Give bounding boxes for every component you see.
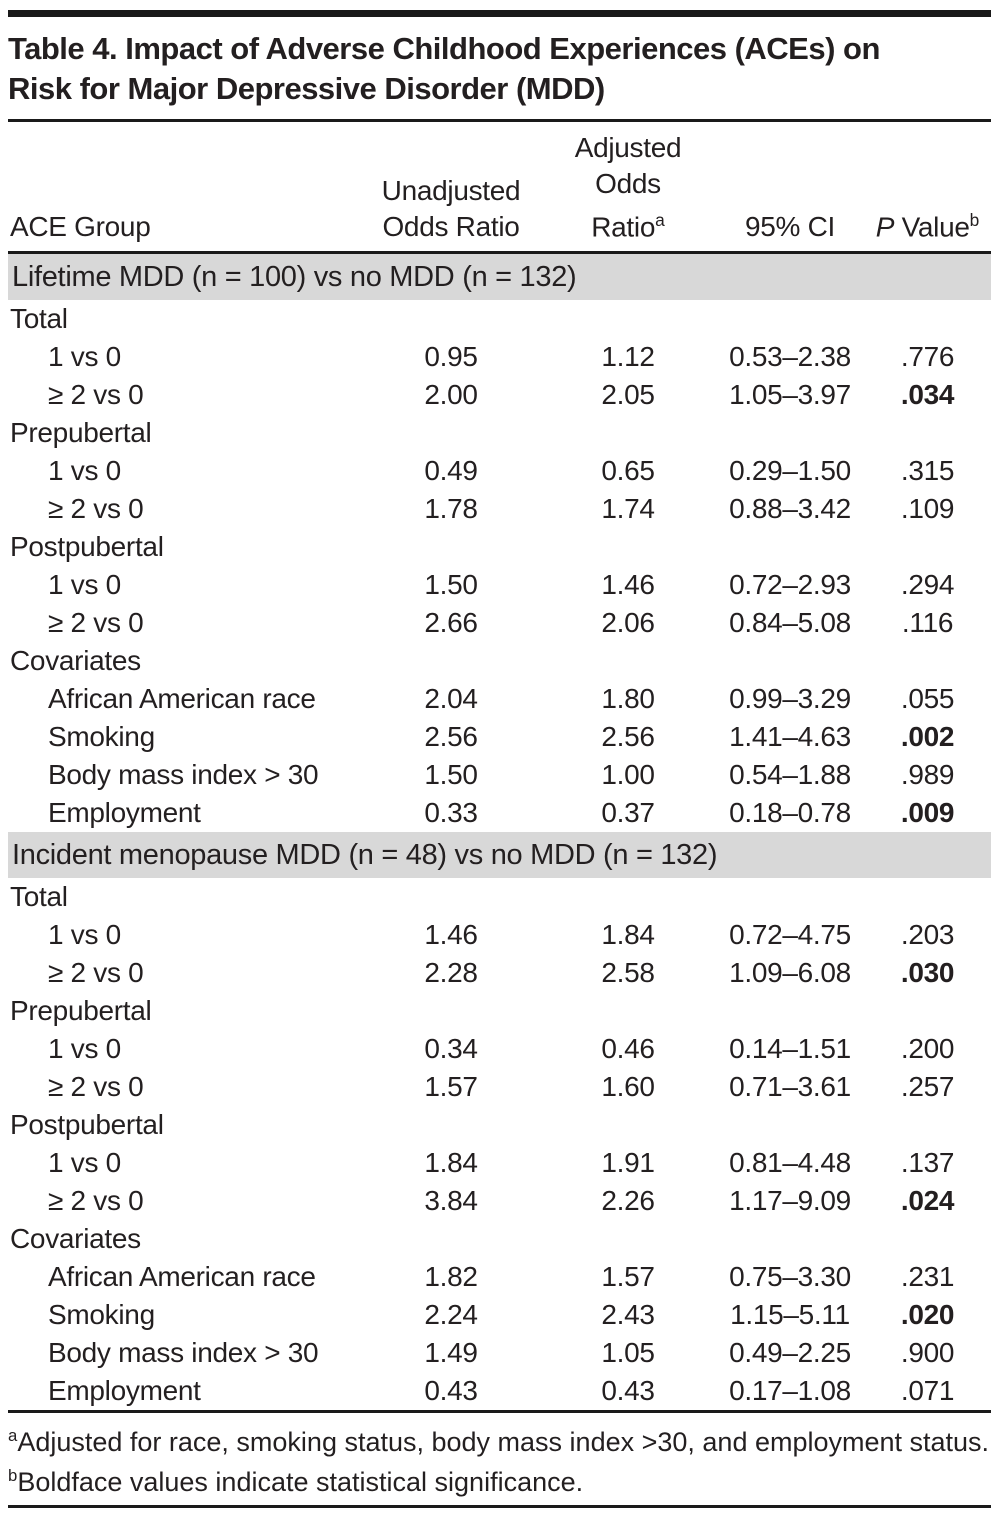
adjusted-or-cell: 2.56 xyxy=(601,721,655,753)
col-header-ci: 95% CI xyxy=(716,122,864,253)
p-value-cell xyxy=(864,642,991,680)
ci-cell: 1.41–4.63 xyxy=(729,721,851,753)
unadjusted-or-cell: 1.50 xyxy=(424,569,478,601)
unadjusted-or-cell: 1.57 xyxy=(424,1071,478,1103)
unadjusted-or-cell: 0.49 xyxy=(424,455,478,487)
table-row xyxy=(8,916,991,954)
unadjusted-or-cell: 0.33 xyxy=(424,797,478,829)
unadjusted-or-cell: 2.56 xyxy=(424,721,478,753)
row-label: Covariates xyxy=(10,1223,141,1255)
table-row xyxy=(8,1068,991,1106)
row-label: 1 vs 0 xyxy=(48,341,121,373)
ci-cell: 0.14–1.51 xyxy=(729,1033,851,1065)
group-row xyxy=(8,642,991,680)
row-label: Body mass index > 30 xyxy=(48,1337,319,1369)
row-label: ≥ 2 vs 0 xyxy=(48,379,144,411)
unadjusted-or-cell xyxy=(362,528,540,566)
ci-cell: 1.05–3.97 xyxy=(729,379,851,411)
table-row xyxy=(8,680,991,718)
section-body-lifetime-mdd xyxy=(8,300,991,832)
ci-cell: 0.99–3.29 xyxy=(729,683,851,715)
unadjusted-or-cell: 2.00 xyxy=(424,379,478,411)
adjusted-or-cell: 0.37 xyxy=(601,797,655,829)
adjusted-or-cell xyxy=(540,528,716,566)
ci-cell: 0.72–4.75 xyxy=(729,919,851,951)
table-row xyxy=(8,1334,991,1372)
p-value-cell: .315 xyxy=(900,455,955,487)
row-label: African American race xyxy=(48,683,316,715)
row-label: ≥ 2 vs 0 xyxy=(48,607,144,639)
unadjusted-or-cell xyxy=(362,878,540,916)
adjusted-or-cell: 1.84 xyxy=(601,919,655,951)
adjusted-or-cell xyxy=(540,414,716,452)
ci-cell: 1.15–5.11 xyxy=(730,1299,850,1331)
adjusted-or-cell xyxy=(540,300,716,338)
unadjusted-or-cell: 1.82 xyxy=(424,1261,478,1293)
adjusted-or-cell: 1.46 xyxy=(601,569,655,601)
table-title-line1: Table 4. Impact of Adverse Childhood Experiences (ACEs) on xyxy=(8,31,880,66)
p-value-cell: .002 xyxy=(900,721,955,753)
table-row xyxy=(8,338,991,376)
table-row xyxy=(8,1296,991,1334)
table-title xyxy=(8,29,991,109)
adjusted-or-cell: 1.91 xyxy=(601,1147,655,1179)
unadjusted-or-cell xyxy=(362,1106,540,1144)
p-value-cell xyxy=(864,414,991,452)
row-label: Covariates xyxy=(10,645,141,677)
p-value-cell: .116 xyxy=(901,607,954,639)
table-row xyxy=(8,604,991,642)
p-value-cell: .109 xyxy=(900,493,955,525)
p-value-cell: .034 xyxy=(900,379,955,411)
ci-cell: 0.84–5.08 xyxy=(729,607,851,639)
ci-cell: 1.17–9.09 xyxy=(729,1185,851,1217)
ci-cell: 0.17–1.08 xyxy=(729,1375,851,1407)
ci-cell: 0.29–1.50 xyxy=(729,455,851,487)
ci-cell xyxy=(716,992,864,1030)
unadjusted-or-cell: 0.95 xyxy=(424,341,478,373)
p-value-cell: .294 xyxy=(900,569,955,601)
unadjusted-or-cell: 2.28 xyxy=(424,957,478,989)
p-value-cell: .257 xyxy=(900,1071,955,1103)
row-label: 1 vs 0 xyxy=(48,569,121,601)
p-value-cell: .900 xyxy=(900,1337,955,1369)
unadjusted-or-cell xyxy=(362,992,540,1030)
adjusted-or-cell: 0.43 xyxy=(601,1375,655,1407)
unadjusted-or-cell: 1.50 xyxy=(424,759,478,791)
p-value-cell: .009 xyxy=(900,797,955,829)
adjusted-or-cell xyxy=(540,1220,716,1258)
ci-cell: 0.88–3.42 xyxy=(729,493,851,525)
p-value-cell xyxy=(864,528,991,566)
unadjusted-or-cell xyxy=(362,1220,540,1258)
table-row xyxy=(8,794,991,832)
table-row xyxy=(8,954,991,992)
footnote-marker-a-ref: a xyxy=(655,210,665,230)
group-row xyxy=(8,414,991,452)
table-row xyxy=(8,718,991,756)
p-value-cell: .203 xyxy=(900,919,955,951)
unadjusted-or-cell: 3.84 xyxy=(424,1185,478,1217)
adjusted-or-cell: 2.06 xyxy=(601,607,655,639)
p-value-cell: .231 xyxy=(900,1261,955,1293)
p-value-cell xyxy=(864,992,991,1030)
ci-cell xyxy=(716,1106,864,1144)
p-value-cell: .055 xyxy=(900,683,955,715)
adjusted-or-cell xyxy=(540,878,716,916)
row-label: Prepubertal xyxy=(10,417,152,449)
col-header-adjusted-or: Adjusted Odds Ratio$^a$ xyxy=(540,122,716,253)
row-label: Employment xyxy=(48,797,201,829)
ci-cell xyxy=(716,1220,864,1258)
row-label: Smoking xyxy=(48,1299,155,1331)
footnote-a xyxy=(8,1419,991,1459)
row-label: Prepubertal xyxy=(10,995,152,1027)
p-value-cell xyxy=(864,300,991,338)
adjusted-or-cell: 1.80 xyxy=(601,683,655,715)
adjusted-or-cell: 2.43 xyxy=(601,1299,655,1331)
table-row xyxy=(8,1372,991,1410)
adjusted-or-cell: 1.74 xyxy=(601,493,655,525)
footnote-b-text: Boldface values indicate statistical significance. xyxy=(17,1467,584,1498)
unadjusted-or-cell xyxy=(362,642,540,680)
top-rule xyxy=(8,10,991,17)
unadjusted-or-cell xyxy=(362,300,540,338)
ci-cell: 0.72–2.93 xyxy=(729,569,851,601)
row-label: Total xyxy=(10,881,68,913)
adjusted-or-cell: 1.05 xyxy=(601,1337,655,1369)
group-row xyxy=(8,1106,991,1144)
row-label: Postpubertal xyxy=(10,531,164,563)
adjusted-or-cell xyxy=(540,1106,716,1144)
row-label: ≥ 2 vs 0 xyxy=(48,1185,144,1217)
ci-cell xyxy=(716,414,864,452)
table-row xyxy=(8,1144,991,1182)
p-value-cell: .989 xyxy=(900,759,955,791)
p-value-cell: .137 xyxy=(900,1147,955,1179)
p-value-cell xyxy=(864,1106,991,1144)
table-row xyxy=(8,1030,991,1068)
col-header-ace-group: ACE Group xyxy=(8,122,362,253)
footnote-b xyxy=(8,1459,991,1499)
row-label: Body mass index > 30 xyxy=(48,759,319,791)
ci-cell: 0.75–3.30 xyxy=(729,1261,851,1293)
row-label: Employment xyxy=(48,1375,201,1407)
row-label: Smoking xyxy=(48,721,155,753)
ci-cell xyxy=(716,642,864,680)
row-label: 1 vs 0 xyxy=(48,455,121,487)
table-title-line2: Risk for Major Depressive Disorder (MDD) xyxy=(8,71,605,106)
row-label: African American race xyxy=(48,1261,316,1293)
col-header-p-value: P Value$^b$ xyxy=(864,122,991,253)
table-row xyxy=(8,566,991,604)
group-row xyxy=(8,992,991,1030)
row-label: ≥ 2 vs 0 xyxy=(48,957,144,989)
table-row xyxy=(8,452,991,490)
ci-cell: 1.09–6.08 xyxy=(729,957,851,989)
adjusted-or-cell: 0.46 xyxy=(601,1033,655,1065)
adjusted-or-cell: 2.58 xyxy=(601,957,655,989)
row-label: 1 vs 0 xyxy=(48,919,121,951)
ace-mdd-table xyxy=(8,122,991,1410)
p-value-cell: .200 xyxy=(900,1033,955,1065)
ci-cell: 0.18–0.78 xyxy=(729,797,851,829)
row-label: Postpubertal xyxy=(10,1109,164,1141)
table-row xyxy=(8,376,991,414)
ci-cell xyxy=(716,528,864,566)
ci-cell: 0.53–2.38 xyxy=(729,341,851,373)
unadjusted-or-cell: 1.46 xyxy=(424,919,478,951)
footnote-marker-b-ref: b xyxy=(969,210,980,230)
adjusted-or-cell: 1.60 xyxy=(601,1071,655,1103)
unadjusted-or-cell: 2.24 xyxy=(424,1299,478,1331)
footnote-a-text: Adjusted for race, smoking status, body mass index >30, and employment status. xyxy=(17,1427,990,1458)
group-row xyxy=(8,878,991,916)
unadjusted-or-cell: 1.78 xyxy=(424,493,478,525)
ci-cell xyxy=(716,878,864,916)
row-label: ≥ 2 vs 0 xyxy=(48,1071,144,1103)
footnotes xyxy=(8,1410,991,1505)
table-row xyxy=(8,490,991,528)
p-value-cell: .024 xyxy=(900,1185,955,1217)
table-row xyxy=(8,1182,991,1220)
unadjusted-or-cell: 2.66 xyxy=(424,607,478,639)
p-value-cell xyxy=(864,878,991,916)
unadjusted-or-cell: 1.49 xyxy=(424,1337,478,1369)
adjusted-or-cell: 0.65 xyxy=(601,455,655,487)
p-value-cell: .776 xyxy=(900,341,955,373)
ci-cell: 0.71–3.61 xyxy=(729,1071,851,1103)
row-label: 1 vs 0 xyxy=(48,1147,121,1179)
group-row xyxy=(8,528,991,566)
unadjusted-or-cell: 2.04 xyxy=(424,683,478,715)
ci-cell: 0.54–1.88 xyxy=(729,759,851,791)
footnote-a-marker: a xyxy=(8,1426,18,1446)
unadjusted-or-cell: 1.84 xyxy=(424,1147,478,1179)
p-value-cell: .020 xyxy=(900,1299,955,1331)
row-label: Total xyxy=(10,303,68,335)
section-body-incident-menopause-mdd xyxy=(8,878,991,1410)
unadjusted-or-cell xyxy=(362,414,540,452)
ci-cell: 0.81–4.48 xyxy=(729,1147,851,1179)
adjusted-or-cell: 2.26 xyxy=(601,1185,655,1217)
adjusted-or-cell: 2.05 xyxy=(601,379,655,411)
bottom-rule xyxy=(8,1505,991,1508)
section-header-lifetime-mdd: Lifetime MDD (n = 100) vs no MDD (n = 132) xyxy=(8,253,991,301)
ci-cell: 0.49–2.25 xyxy=(729,1337,851,1369)
section-header-incident-menopause-mdd: Incident menopause MDD (n = 48) vs no MDD (n = 132) xyxy=(8,832,991,878)
table-header xyxy=(8,122,991,253)
adjusted-or-cell xyxy=(540,642,716,680)
p-value-cell xyxy=(864,1220,991,1258)
ci-cell xyxy=(716,300,864,338)
table-row xyxy=(8,1258,991,1296)
col-header-unadjusted-or: Unadjusted Odds Ratio xyxy=(362,122,540,253)
row-label: 1 vs 0 xyxy=(48,1033,121,1065)
group-row xyxy=(8,300,991,338)
row-label: ≥ 2 vs 0 xyxy=(48,493,144,525)
table-row xyxy=(8,756,991,794)
p-value-cell: .071 xyxy=(900,1375,955,1407)
footnote-b-marker: b xyxy=(8,1466,18,1486)
group-row xyxy=(8,1220,991,1258)
adjusted-or-cell xyxy=(540,992,716,1030)
adjusted-or-cell: 1.00 xyxy=(601,759,655,791)
unadjusted-or-cell: 0.43 xyxy=(424,1375,478,1407)
unadjusted-or-cell: 0.34 xyxy=(424,1033,478,1065)
p-value-cell: .030 xyxy=(900,957,955,989)
adjusted-or-cell: 1.12 xyxy=(601,341,655,373)
adjusted-or-cell: 1.57 xyxy=(601,1261,655,1293)
